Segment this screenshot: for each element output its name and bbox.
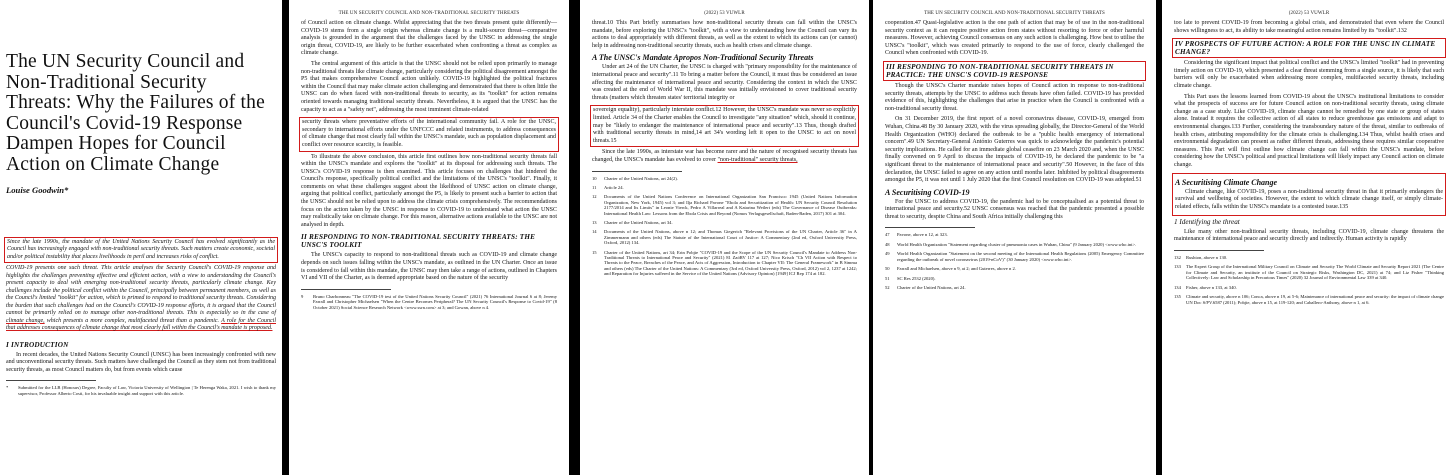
highlighted-subsection [1172,173,1446,217]
highlighted-paragraph: sovereign equality), particularly interstate conflict.12 However, the UNSC's mandate was never so explicitly limited. Article 34 of the Charter enables the Council to investigate "any situation" which, should it continue, may be "likely to endanger the maintenance of international peace and security".13 Thus, though drafted with traditional security threats in mind,14 art 34's wording left it open to the UNSC to act on novel threats.15 [590,105,859,147]
sub-subsection-heading: 1 Identifying the threat [1174,218,1240,227]
footnote-rule [592,171,682,172]
footnotes [592,176,857,277]
footnote [1174,255,1444,260]
abstract-underlined-term: climate change, [6,317,45,324]
abstract-boxed-text: Since the late 1990s, the mandate of the United Nations Security Council has evolved significantly as the Council has increasingly engaged with non-traditional security threats. Such matters create economic, societal and/or political instability that places livelihoods in peril and increases risks of conflict. [7,238,275,260]
footnote-text: World Health Organization "Statement on the second meeting of the International Health Regulations (2005) Emergency Committee regarding the outbreak of novel coronavirus (2019-nCoV)" (30 January 2020) <www.who.int>. [897,251,1144,262]
paragraph: The central argument of this article is that the UNSC should not be relied upon primarily to manage non-traditional threats like climate change, particularly considering the political disagreement amongst the P5 that makes comprehensive Council action unlikely. COVID-19 highlighted the political fractures within the Council that may make climate action challenging and demonstrated that there is often little the UNSC can do when faced with non-traditional threats to security, as its "toolkit" for action remains oriented towards managing traditional security threats. Nevertheless, it is argued that the UNSC has the capacity to act as a "safety net", addressing the most imminent climate-related [301,60,557,113]
paragraph: Though the UNSC's Charter mandate raises hopes of Council action in response to non-traditional security threats, attempts by the UNSC to address such threats have often failed. COVID-19 has provided evidence of this, highlighting the challenges that arise in practice when the Council is confronted with a non-traditional security threat. [885,82,1144,112]
subsection-heading: A Securitising Climate Change [1175,177,1278,187]
footnote-number: 10 [592,175,597,181]
abstract-tail: which presents a more complex, multifaceted threat than a pandemic. [46,317,220,324]
paragraph: Climate change, like COVID-19, poses a non-traditional security threat in that it primarily endangers the survival and wellbeing of societies. However, the extent to which climate change itself, or simply climate-related effects, falls within the UNSC's mandate is a contested issue.135 [1175,188,1443,210]
running-head: THE UN SECURITY COUNCIL AND NON-TRADITIONAL SECURITY THREATS [924,11,1105,16]
footnote-rule [1174,250,1264,251]
footnote [885,285,1144,290]
highlighted-paragraph: security threats where preventative efforts of the international community fail. A role for the UNSC, secondary to international efforts under the UNFCCC and related instruments, to address consequences of climate change that most clearly fall within the UNSC's mandate, such as population displacement and conflict over resource scarcity, is feasible. [299,117,559,151]
running-head: (2022) 53 VUWLR [704,11,745,16]
footnote-number: 14 [592,229,597,235]
footnote-number: 48 [885,241,890,247]
footnote [592,176,857,181]
footnote-number: 15 [592,249,597,255]
footnote-number: 11 [592,184,597,190]
footnotes [885,232,1144,290]
footnote [885,251,1144,262]
paragraph: threat.10 This Part briefly summarises how non-traditional security threats can fall within the UNSC's mandate, before exploring the UNSC's "toolkit", with a view to understanding how the Council can vary its actions to deal appropriately with different threats, as well as the extent to which its actions can (or cannot) help in addressing non-traditional security threats, such as health crises and climate change. [592,20,857,49]
section-heading-iv-highlighted: IV PROSPECTS OF FUTURE ACTION: A ROLE FOR THE UNSC IN CLIMATE CHANGE? [1172,38,1446,58]
paragraph: The UNSC's capacity to respond to non-traditional threats such as COVID-19 and climate change depends on such issues falling within the UNSC's mandate, as outlined in the UN Charter. Once an issue is considered to fall within this mandate, the UNSC may then take a range of actions, outlined in Chapters VI and VII of the Charter, as is deemed appropriate based on the nature of the security [301,252,557,282]
paragraph-text: Since the late 1990s, as interstate war has become rarer and the nature of recognised security threats has changed, the UNSC's mandate has evolved to cover [592,149,857,163]
page-2 [289,0,569,475]
footnote-text: Article 24. [604,184,624,190]
footnote-number: 52 [885,284,890,290]
footnote [592,250,857,277]
footnote-text: World Health Organization "Statement regarding cluster of pneumonia cases in Wuhan, China" (9 January 2020) <www.who.int>. [897,241,1137,247]
paragraph: cooperation.47 Quasi-legislative action is the one path of action that may be of use in the non-traditional security context as it can require positive action from states without resorting to force or other harmful measures. However, achieving Council consensus on any such action is challenging. How best to utilise the UNSC's "toolkit", which was created primarily to respond to the use of force, clearly challenged the Council when confronted with COVID-19. [885,20,1144,57]
page-5 [1162,0,1456,475]
paragraph: To illustrate the above conclusion, this article first outlines how non-traditional security threats fall within the UNSC's mandate and explores the "toolkit" at its disposal for addressing such threats. The UNSC's COVID-19 response is then examined. This article focuses on challenges that hindered the Council's response, specifically political conflict and the limitations of the UNSC's "toolkit". Finally, it comments on what these challenges suggest about the likelihood of UNSC action on climate change, arguing that political conflict, particularly amongst the P5, is likely to present such a barrier to action that the UNSC should not be relied upon to address the climate crisis comprehensively. The recommendations focus on the action taken by the UNSC in response to COVID-19 to understand what action the UNSC may realistically take on climate change. For this reason, alternative actions available to the UNSC are not analysed in depth. [301,153,557,228]
footnote-text: Charter of the United Nations, art 34; Erin Pobjie "COVID-19 and the Scope of the UN Security Council's Mandate to Address Non-Traditional Threats to International Peace and Security" (2021) 81 ZaöRV 117 at 127; Nico Krisch "Ch VII Action with Respect to Threats to the Peace, Breaches of the Peace, and Acts of Aggression, Introduction to Chapter VII: The General Framework" in B Simma and others (eds) The Charter of the United Nations: A Commentary (3rd ed, Oxford University Press, Oxford, 2012) vol 2, 1237 at 1242; and Reparation for Injuries suffered in the Service of the United Nations (Advisory Opinion) [1949] ICJ Rep 174 at 182. [604,249,857,277]
paragraph: On 31 December 2019, the first report of a novel coronavirus disease, COVID-19, emerged from Wuhan, China.48 By 30 January 2020, with the virus spreading globally, the Director-General of the World Health Organization (WHO) declared the outbreak to be a "public health emergency of international concern".49 UN Secretary-General António Guterres was quick to acknowledge the pandemic's potential security implications. He called for an immediate global ceasefire on 23 March 2020 and, when the UNSC finally convened on 9 April to discuss the impacts of COVID-19, he declared the pandemic to be "a significant threat to the maintenance of international peace and security".50 However, in the face of this declaration, the UNSC failed to agree on any action until months later. Inhibited by political disagreements amongst the P5, it was not until 1 July 2020 that the first Council resolution on COVID-19 was adopted.51 [885,116,1144,184]
footnote-text: Pavone, above n 12, at 323. [897,232,948,238]
footnote-number: 51 [885,275,890,281]
abstract-highlight-box [4,237,278,264]
footnote-text: Charter of the United Nations, art 24. [897,284,966,290]
section-heading-introduction: I INTRODUCTION [6,340,69,349]
footnote-text: Farrall and Michaelsen, above n 9, at 2; and Guterres, above n 2. [897,266,1016,272]
footnote-text: Charter of the United Nations, art 24(2). [604,175,678,181]
footnote-number: 134 [1174,284,1181,290]
subsection-heading: A The UNSC's Mandate Apropos Non-Traditional Security Threats [592,53,814,63]
footnote-rule [301,289,391,290]
footnote-number: 133 [1174,264,1181,270]
author-name: Louise Goodwin* [6,185,69,195]
abstract-underlined-sentence: A role for the Council that addresses consequences of climate change that most clearly fall within the Council's mandate is proposed. [6,317,276,332]
page-3 [580,0,869,475]
footnote [592,229,857,245]
footnote [592,194,857,216]
footnote [6,385,276,396]
footnote-text: Bruno Charbonneau "The COVID-19 test of the United Nations Security Council" (2021) 76 International Journal 6 at 8; Jeremy Farrall and Christopher Michaelsen "When the Centre Becomes Peripheral? The UN Security Council's Response to Covid-19" (8 October 2021) Social Science Research Network <www.ssrn.com> at 3; and Gowan, above n 4. [313,293,557,310]
paragraph [592,149,857,164]
footnote-text: The Expert Group of the International Military Council on Climate and Security The World Climate and Security Report 2021 (The Centre for Climate and Security, an institute of the Council on Strategic Risks, Washington DC, 2021) at 74; and Liz Fisher "Thinking Collectively: Law and Scholarship in Precarious Times" (2020) 32 Journal of Environmental Law 339 at 340. [1186,264,1444,281]
paragraph: For the UNSC to address COVID-19, the pandemic had to be conceptualised as a potential threat to international peace and security.52 UNSC consensus was reached that the pandemic presented a possible threat to security, despite China and South Africa initially challenging this [885,198,1144,220]
footnote-number: * [6,385,9,391]
footnote [1174,294,1444,305]
page-title-page [0,0,282,475]
footnote [885,266,1144,271]
subsection-heading: A Securitising COVID-19 [885,187,970,197]
footnote-rule [6,380,96,381]
footnote-number: 135 [1174,294,1181,300]
abstract [6,237,276,333]
intro-paragraph: In recent decades, the United Nations Security Council (UNSC) has been increasingly confronted with new and unconventional security threats. Such matters have challenged the Council as they stem not from traditional security threats, as most Council matters do, but from events which cause [6,351,276,373]
footnote-text: Submitted for the LLB (Honours) Degree, Faculty of Law, Victoria University of Wellington | Te Herenga Waka, 2021. I wish to thank my supervisor, Professor Alberto Costi, for his invaluable insight and support with this article. [18,385,276,396]
paragraph: Like many other non-traditional security threats, including COVID-19, climate change threatens the maintenance of international peace and security directly and indirectly. Human activity is rapidly [1174,228,1444,243]
footnote-number: 49 [885,251,890,257]
section-heading-iii-highlighted: III RESPONDING TO NON-TRADITIONAL SECURITY THREATS IN PRACTICE: THE UNSC'S COVID-19 RESPONSE [883,61,1146,81]
footnote-number: 13 [592,219,597,225]
footnote [885,232,1144,237]
footnote-rule [885,227,975,228]
running-head: THE UN SECURITY COUNCIL AND NON-TRADITIONAL SECURITY THREATS [338,11,520,16]
footnote-text: Charter of the United Nations, art 34. [604,219,673,225]
footnote [1174,285,1444,290]
footnotes [1174,255,1444,305]
footnote-number: 50 [885,266,890,272]
footnote [301,294,557,310]
footnote-text: Documents of the United Nations Conference on International Organization San Francisco 1945 (United Nations Information Organization, New York, 1945) vol 3; and Ilja Richard Pavone "Ebola and Securitization of Health: UN Security Council Resolution 2177/2014 and Its Limits" in Leonie Vierck, Pedro A Villarreal and A Katarina Weilert (eds) The Governance of Disease Outbreaks: International Health Law: Lessons from the Ebola Crisis and Beyond (Nomos Verlagsgesellschaft, Baden-Baden, 2017) 301 at 304. [604,194,857,216]
footnote-text: Rushton, above n 130. [1186,255,1228,261]
paragraph: of Council action on climate change. Whilst appreciating that the two threats present quite differently—COVID-19 stems from a single origin whereas climate change is a multi-source threat—comparative analysis is grounded in the argument that the challenges faced by the UNSC in addressing the single origin threat, COVID-19, are likely to be further exacerbated when confronting a threat as complex as climate change. [301,20,557,57]
footnote-text: Climate and security, above n 106; Conca, above n 19, at 5-6; Maintenance of international peace and security: the impact of climate change UN Doc S/PV.6587 (2011); Pobjie, above n 15, at 119-120; and Caballero-Anthony, above n 1, at 6. [1186,294,1445,305]
footnote [1174,264,1444,280]
section-heading-ii: II RESPONDING TO NON-TRADITIONAL SECURITY THREATS: THE UNSC'S TOOLKIT [301,233,536,250]
footnote-text: Fisher, above n 133, at 340. [1186,284,1237,290]
footnote-number: 12 [592,194,597,200]
running-head: (2022) 53 VUWLR [1288,11,1330,16]
footnote-number: 9 [301,293,304,299]
paragraph: This Part uses the lessons learned from COVID-19 about the UNSC's institutional limitations to consider what the prospects of success are for future Council action on non-traditional security threats, using climate change as a case study. Like COVID-19, climate change cannot be remedied by one state or group of states alone. Instead it requires the collective action of all states to reduce greenhouse gas emissions and adapt to environmental changes.133 Further, considering the transboundary nature of the threat, similar to outbreaks of health crises, attributing responsibility for the climate crisis is challenging.134 Thus, whilst health crises and environmental degradation can present as rather different threats, addressing these requires similar cooperative measures. This Part will first outline how climate change can fall within the UNSC's mandate, before considering how the UNSC's political and practical limitations will likely impact any Council action on climate change. [1174,93,1444,168]
footnote [592,185,857,190]
footnote-text: Documents of the United Nations, above n 12; and Thomas Giegerich "Relevant Provisions of the UN Charter, Article 36" in A Zimmermann and others (eds) The Statute of the International Court of Justice: A Commentary (2nd ed, Oxford University Press, Oxford, 2012) 134. [604,229,857,246]
abstract-body: COVID-19 presents one such threat. This article analyses the Security Council's COVID-19 response and highlights the challenges preventing effective and efficient action, with a view to understanding the Council's present capacity to deal with emerging non-traditional security threats, particularly climate change. Key challenges include the political conflict within the Council, principally between permanent members, as well as the Council's limited "toolkit" for action, which is primed to respond to traditional security threats. Considering the burden that such challenges had on the Council's COVID-19 response efforts, it is argued that the Council cannot be primarily relied on to manage other non-traditional threats. This is especially so in the case of [6,265,276,317]
footnote-text: SC Res 2532 (2020). [897,275,936,281]
page-4 [873,0,1156,475]
paragraph: Under art 24 of the UN Charter, the UNSC is charged with "primary responsibility for the maintenance of international peace and security".11 To bring a matter before the Council, it must thus be considered an issue affecting the maintenance of international peace and security. Considering the context in which the UNSC was created at the end of World War II, this mandate was initially envisioned to cover traditional security threats (matters which threaten states' territorial integrity or [592,64,857,101]
article-title: The UN Security Council and Non-Traditional Security Threats: Why the Failures of the Council's Covid-19 Response Dampen Hopes for Council Action on Climate Change [6,51,265,175]
footnote [885,242,1144,247]
paragraph: Considering the significant impact that political conflict and the UNSC's limited "toolkit" had in preventing timely action on COVID-19, which presented a clear threat stemming from a single source, it is likely that such barriers will only be exacerbated when addressing more complex, multifaceted security threats, including climate change. [1174,60,1444,89]
underlined-term: "non-traditional" security threats, [717,156,798,163]
footnote [592,220,857,225]
footnote-number: 132 [1174,255,1181,261]
footnote-number: 47 [885,232,890,238]
paragraph: too late to prevent COVID-19 from becoming a global crisis, and demonstrated that even where the Council shows willingness to act, its ability to take meaningful action remains limited by its "toolkit".132 [1174,20,1444,34]
footnote [885,276,1144,281]
